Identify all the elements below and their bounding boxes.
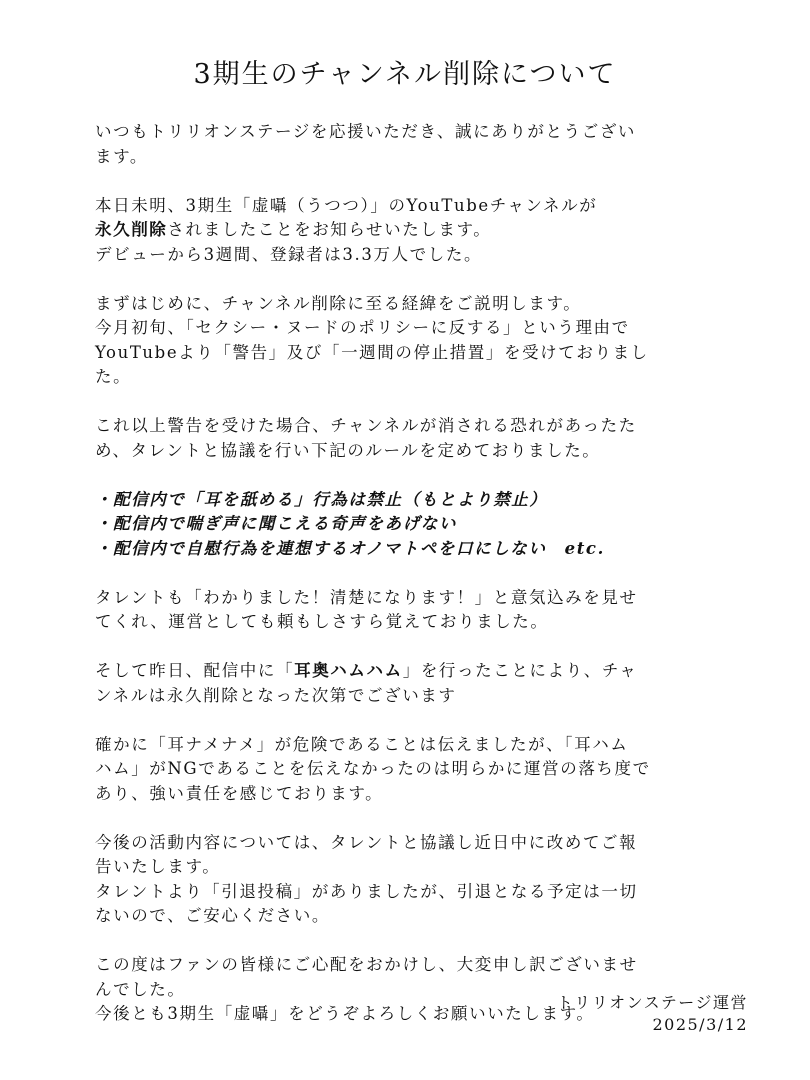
text-line: 今後の活動内容については、タレントと協議し近日中に改めてご報 xyxy=(95,832,638,852)
text-line: あり、強い責任を感じております。 xyxy=(95,783,384,803)
text-line xyxy=(95,218,720,243)
text-line: め、タレントと協議を行い下記のルールを定めておりました。 xyxy=(95,440,601,460)
paragraph-talent-response xyxy=(95,586,720,635)
signature-organization: トリリオンステージ運営 xyxy=(556,993,748,1012)
text-line: ます。 xyxy=(95,146,148,166)
paragraph-greeting xyxy=(95,120,720,169)
paragraph-rules-intro xyxy=(95,414,720,463)
rule-item: ・配信内で「耳を舐める」行為は禁止（もとより禁止） xyxy=(95,489,548,509)
text-line: 今後とも3期生「虚囁」をどうぞよろしくお願いいたします。 xyxy=(95,1004,595,1023)
text-line: ンネルは永久削除となった次第でございます xyxy=(95,685,457,705)
signature-date: 2025/3/12 xyxy=(652,1015,748,1034)
paragraph-background xyxy=(95,292,720,390)
signature-block xyxy=(557,992,748,1036)
text-line: んでした。 xyxy=(95,979,186,999)
paragraph-responsibility xyxy=(95,733,720,807)
paragraph-future-plans xyxy=(95,831,720,929)
emphasis-incident-term: 耳奥ハムハム xyxy=(294,661,403,680)
text-fragment: そして昨日、配信中に「 xyxy=(95,661,295,680)
text-line: ないので、ご安心ください。 xyxy=(95,906,330,925)
text-line: タレントより「引退投稿」がありましたが、引退となる予定は一切 xyxy=(95,881,638,901)
text-line: てくれ、運営としても頼もしさすら覚えておりました。 xyxy=(95,612,549,631)
text-line xyxy=(95,659,720,684)
text-line: ハム」がNGであることを伝えなかったのは明らかに運営の落ち度で xyxy=(95,759,651,778)
rules-list xyxy=(95,488,720,562)
text-line: いつもトリリオンステージを応援いただき、誠にありがとうござい xyxy=(95,122,637,141)
rule-item: ・配信内で自慰行為を連想するオノマトペを口にしない etc. xyxy=(95,538,605,558)
rule-item: ・配信内で喘ぎ声に聞こえる奇声をあげない xyxy=(95,514,457,533)
text-line: 確かに「耳ナメナメ」が危険であることは伝えましたが、「耳ハム xyxy=(95,734,629,754)
text-fragment: されましたことをお知らせいたします。 xyxy=(167,220,492,239)
paragraph-incident xyxy=(95,659,720,708)
text-line: これ以上警告を受けた場合、チャンネルが消される恐れがあったた xyxy=(95,416,637,435)
text-line: 本日未明、3期生「虚囁（うつつ）」のYouTubeチャンネルが xyxy=(95,195,598,215)
paragraph-announcement xyxy=(95,194,720,268)
text-line: 告いたします。 xyxy=(95,857,221,876)
page-title: 3期生のチャンネル削除について xyxy=(193,59,617,90)
text-line: YouTubeより「警告」及び「一週間の停止措置」を受けておりまし xyxy=(95,342,649,362)
text-line: この度はファンの皆様にご心配をおかけし、大変申し訳ございませ xyxy=(95,955,638,974)
text-line: タレントも「わかりました！清楚になります！」と意気込みを見せ xyxy=(95,587,638,607)
text-line: デビューから3週間、登録者は3.3万人でした。 xyxy=(95,244,483,264)
text-line: た。 xyxy=(95,367,132,386)
document-body xyxy=(95,120,720,1051)
text-line: まずはじめに、チャンネル削除に至る経緯をご説明します。 xyxy=(95,293,582,313)
text-fragment: 」を行ったことにより、チャ xyxy=(402,661,638,680)
text-line: 今月初旬、「セクシー・ヌードのポリシーに反する」という理由で xyxy=(95,318,630,337)
emphasis-permanent-deletion: 永久削除 xyxy=(95,220,168,239)
